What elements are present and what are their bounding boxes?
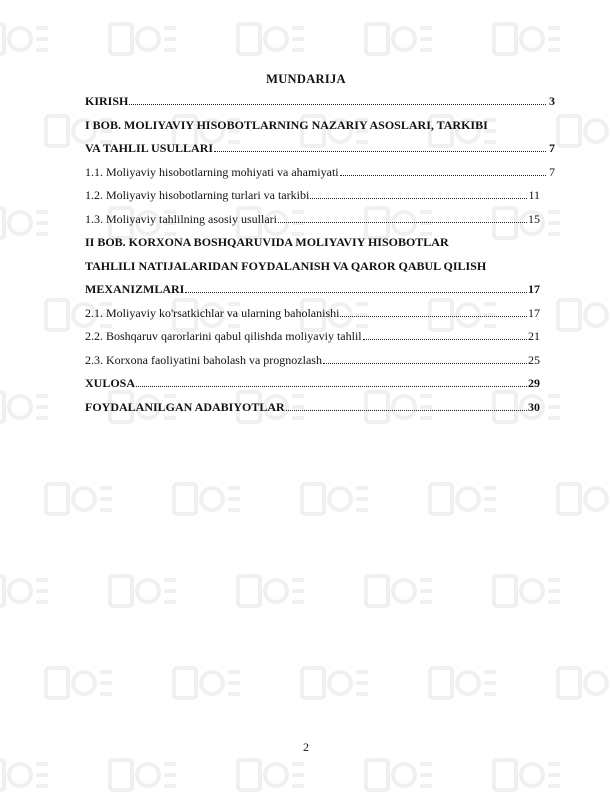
toc-entry-text: 2.1. Moliyaviy ko'rsatkichlar va ularning baholanishi [85,305,340,320]
toc-entry-page: 21 [528,329,540,343]
toc-entry-text: 2.2. Boshqaruv qarorlarini qabul qilishda moliyaviy tahlil [85,329,362,343]
toc-entry-text: XULOSA [85,376,136,390]
toc-entry-text: VA TAHLIL USULLARI [85,141,214,155]
toc-leader-dots [363,339,527,340]
toc-entry-text: 1.1. Moliyaviy hisobotlarning mohiyati va ahamiyati [85,164,339,179]
toc-leader-dots [310,198,527,199]
toc-entry-text: KIRISH [85,94,129,108]
toc-entry-page: 29 [528,376,540,390]
toc-entry-text: 1.3. Moliyaviy tahlilning asosiy usullari [85,211,277,226]
toc-entry[interactable] [85,94,555,118]
toc-entry-text: FOYDALANILGAN ADABIYOTLAR [85,399,285,414]
toc-leader-dots [340,175,546,176]
toc-entry[interactable] [85,353,540,377]
toc-entry-page: 11 [528,188,540,202]
toc-entry[interactable] [85,212,540,236]
toc-entry[interactable] [85,118,555,142]
toc-entry-text: TAHLILI NATIJALARIDAN FOYDALANISH VA QAROR QABUL QILISH [85,258,487,273]
toc-entry-text: I BOB. MOLIYAVIY HISOBOTLARNING NAZARIY ASOSLARI, TARKIBI [85,117,488,132]
toc-leader-dots [323,363,527,364]
toc-leader-dots [136,386,527,387]
toc-entry[interactable] [85,282,540,306]
toc-entry-text: 2.3. Korxona faoliyatini baholash va prognozlash [85,352,322,367]
toc-leader-dots [286,410,527,411]
toc-entry-page: 15 [528,211,540,226]
toc-leader-dots [185,292,527,293]
toc-entry-page: 17 [528,305,540,320]
toc-entry-text: MEXANIZMLARI [85,282,185,296]
toc-entry-page: 7 [549,164,555,179]
toc-leader-dots [278,222,527,223]
toc-entry[interactable] [85,400,540,424]
toc-entry[interactable] [85,188,540,212]
toc-entry-page: 30 [528,399,540,414]
toc-entry-page: 7 [549,141,555,155]
toc-entry[interactable] [85,141,555,165]
toc-entry[interactable] [85,235,555,259]
toc-leader-dots [214,151,546,152]
toc-entry-page: 25 [528,352,540,367]
toc-entry[interactable] [85,376,540,400]
toc-entry[interactable] [85,259,555,283]
table-of-contents [85,94,555,423]
page-number: 2 [303,740,309,754]
toc-entry-page: 17 [528,282,540,296]
toc-title: MUNDARIJA [266,72,346,86]
toc-leader-dots [340,316,527,317]
toc-leader-dots [129,104,546,105]
toc-entry[interactable] [85,165,555,189]
toc-entry[interactable] [85,306,540,330]
toc-entry[interactable] [85,329,540,353]
toc-entry-text: 1.2. Moliyaviy hisobotlarning turlari va tarkibi [85,188,310,202]
toc-entry-text: II BOB. KORXONA BOSHQARUVIDA MOLIYAVIY HISOBOTLAR [85,235,449,249]
toc-entry-page: 3 [549,94,555,108]
